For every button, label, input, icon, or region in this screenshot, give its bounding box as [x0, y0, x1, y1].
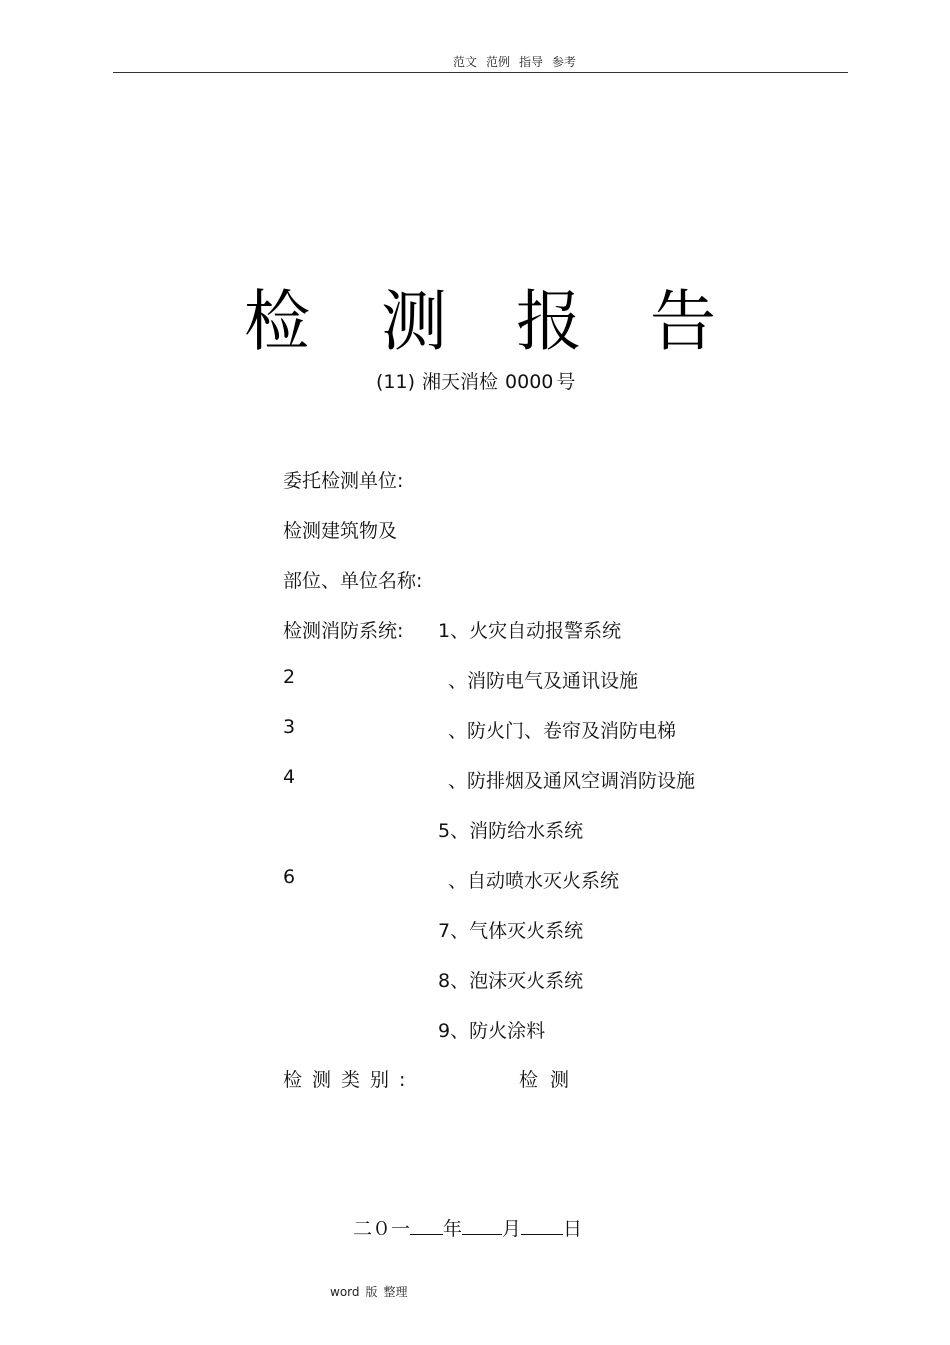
system-item-1	[438, 616, 621, 643]
header-item: 范例	[486, 55, 511, 69]
day-blank	[521, 1216, 563, 1235]
system-text: 、消防给水系统	[450, 820, 584, 842]
year-blank	[410, 1216, 443, 1235]
docno-prefix: (11)	[376, 371, 416, 393]
system-text: 、泡沫灭火系统	[450, 970, 584, 992]
system-text-2: 、消防电气及通讯设施	[448, 670, 639, 692]
header-item: 指导	[519, 55, 544, 69]
system-num-2: 2	[283, 666, 296, 688]
docno-suffix: 号	[556, 371, 576, 393]
system-item-9	[438, 1016, 545, 1043]
system-num: 7	[438, 920, 451, 942]
system-text-4: 、防排烟及通风空调消防设施	[448, 770, 696, 792]
system-num: 1	[438, 620, 451, 642]
client-label: 委托检测单位:	[283, 470, 404, 492]
systems-label: 检测消防系统:	[283, 620, 404, 642]
month-blank	[462, 1216, 502, 1235]
page-footer	[330, 1283, 414, 1300]
system-item-7	[438, 916, 583, 943]
category-value: 检测	[519, 1069, 582, 1091]
page-header	[453, 53, 585, 70]
system-text: 、气体灭火系统	[450, 920, 584, 942]
system-num-6: 6	[283, 866, 296, 888]
footer-item: 版	[365, 1285, 378, 1299]
system-num-4: 4	[283, 766, 296, 788]
header-item: 参考	[552, 55, 577, 69]
title-char: 报	[516, 283, 582, 360]
system-text: 、防火涂料	[450, 1020, 546, 1042]
system-item-8	[438, 966, 583, 993]
document-number	[376, 367, 582, 394]
header-item: 范文	[453, 55, 478, 69]
building-label-1: 检测建筑物及	[283, 520, 398, 542]
system-num-3: 3	[283, 716, 296, 738]
date-month: 月	[502, 1218, 522, 1240]
category-label: 检测类别:	[283, 1069, 416, 1091]
system-text-3: 、防火门、卷帘及消防电梯	[448, 720, 677, 742]
date-day: 日	[563, 1218, 583, 1240]
building-label-2: 部位、单位名称:	[283, 570, 423, 592]
title-char: 告	[650, 283, 716, 360]
system-text: 、火灾自动报警系统	[450, 620, 622, 642]
date-line	[353, 1214, 582, 1241]
title-char: 检	[244, 283, 310, 360]
system-num: 9	[438, 1020, 451, 1042]
system-num: 8	[438, 970, 451, 992]
footer-item: word	[330, 1285, 360, 1299]
date-year: 年	[443, 1218, 463, 1240]
system-num: 5	[438, 820, 451, 842]
docno-org: 湘天消检	[422, 371, 499, 393]
title-char: 测	[381, 283, 447, 360]
date-prefix: 二０一	[353, 1218, 411, 1240]
docno-number: 0000	[505, 371, 554, 393]
header-divider	[113, 72, 848, 73]
system-text-6: 、自动喷水灭火系统	[448, 870, 620, 892]
footer-item: 整理	[383, 1285, 408, 1299]
system-item-5	[438, 816, 583, 843]
